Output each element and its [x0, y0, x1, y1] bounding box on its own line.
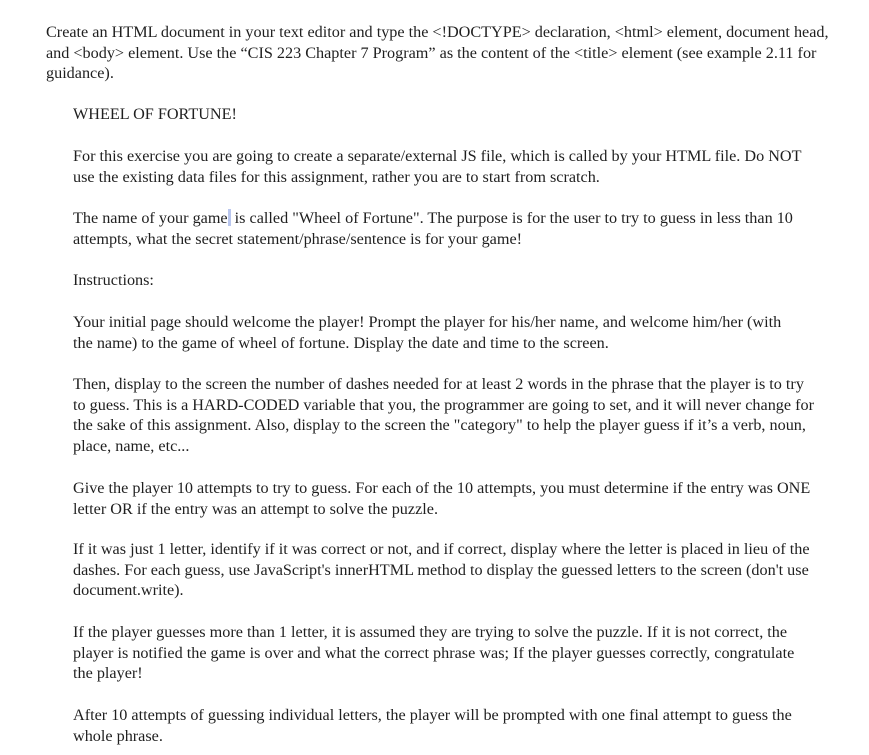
game-name-text-start: The name of your game: [73, 209, 228, 227]
solve-attempt-paragraph: If the player guesses more than 1 letter, it is assumed they are trying to solve the puzzle. If it is not correct, the player is notified the game is over and what the correct phrase was; If the player guesses correctly, congratulate the player!: [73, 623, 795, 682]
welcome-paragraph: Your initial page should welcome the player! Prompt the player for his/her name, and welcome him/her (with the name) to the game of wheel of fortune. Display the date and time to the screen.: [73, 313, 782, 352]
game-name-text-end: is called "Wheel of Fortune". The purpose is for the user to try to guess in less than 10 attempts, what the secret statement/phrase/sentence is for your game!: [73, 209, 793, 248]
document-title: WHEEL OF FORTUNE!: [73, 105, 237, 123]
attempts-paragraph: Give the player 10 attempts to try to guess. For each of the 10 attempts, you must determine if the entry was ONE letter OR if the entry was an attempt to solve the puzzle.: [73, 479, 811, 518]
dashes-paragraph: Then, display to the screen the number of dashes needed for at least 2 words in the phrase that the player is to try to guess. This is a HARD-CODED variable that you, the programmer are going to set, and it will never change for the sake of this assignment. Also, display to the screen the "category" to help the player guess if it’s a verb, noun, place, name, etc...: [73, 375, 814, 455]
game-name-paragraph: [73, 208, 828, 249]
intro-paragraph: Create an HTML document in your text editor and type the <!DOCTYPE> declaration, <html> element, document head, and <body> element. Use the “CIS 223 Chapter 7 Program” as the content of the <title> element (see example 2.11 for guidance).: [46, 23, 829, 82]
final-attempt-paragraph: After 10 attempts of guessing individual letters, the player will be prompted with one final attempt to guess the whole phrase.: [73, 706, 792, 745]
exercise-paragraph: For this exercise you are going to create a separate/external JS file, which is called by your HTML file. Do NOT use the existing data files for this assignment, rather you are to start from scratch.: [73, 147, 802, 186]
instructions-heading: Instructions:: [73, 271, 154, 289]
single-letter-paragraph: If it was just 1 letter, identify if it was correct or not, and if correct, display where the letter is placed in lieu of the dashes. For each guess, use JavaScript's innerHTML method to display the guessed letters to the screen (don't use document.write).: [73, 540, 810, 599]
